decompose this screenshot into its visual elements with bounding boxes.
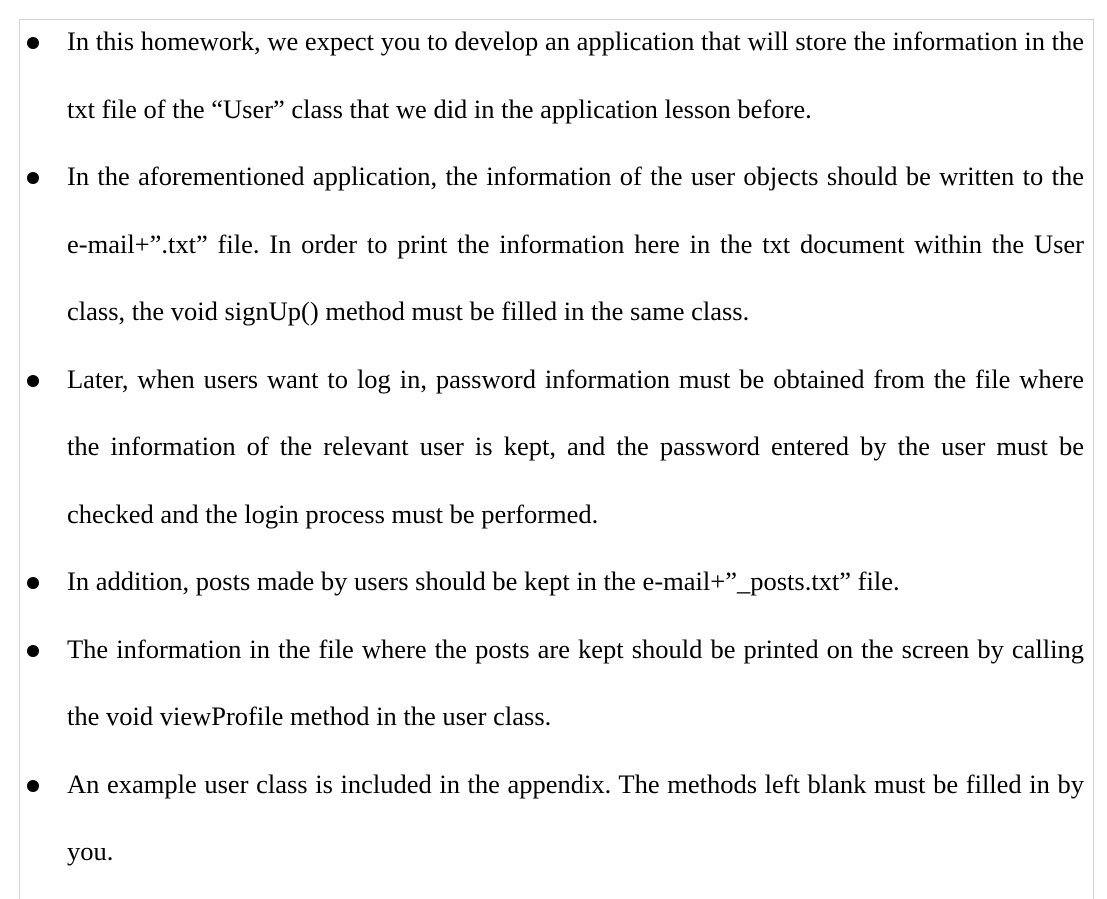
bullet-dot-icon [27, 37, 39, 49]
list-item [0, 346, 1107, 549]
bullet-dot-icon [27, 780, 39, 792]
bullet-dot-icon [27, 645, 39, 657]
list-item [0, 8, 1107, 143]
list-item-text: In the aforementioned application, the information of the user objects should be written to the e-mail+”.txt” file. In order to print the information here in the txt document within the User class, the void signUp() method must be filled in the same class. [67, 161, 1084, 326]
bullet-dot-icon [27, 172, 39, 184]
list-item [0, 751, 1107, 886]
list-item [0, 143, 1107, 346]
list-item-text: In this homework, we expect you to develop an application that will store the information in the txt file of the “User” class that we did in the application lesson before. [67, 26, 1084, 124]
bullet-dot-icon [27, 577, 39, 589]
list-item [0, 616, 1107, 751]
list-item-text: Later, when users want to log in, password information must be obtained from the file where the information of the relevant user is kept, and the password entered by the user must be checked and the login process must be performed. [67, 363, 1084, 529]
list-item [0, 548, 1107, 616]
list-item-text: The information in the file where the posts are kept should be printed on the screen by calling the void viewProfile method in the user class. [67, 633, 1084, 731]
list-item-text: In addition, posts made by users should be kept in the e-mail+”_posts.txt” file. [67, 566, 900, 596]
bullet-dot-icon [27, 375, 39, 387]
list-item-text: An example user class is included in the appendix. The methods left blank must be filled in by you. [67, 768, 1084, 866]
bullet-list [0, 8, 1107, 886]
